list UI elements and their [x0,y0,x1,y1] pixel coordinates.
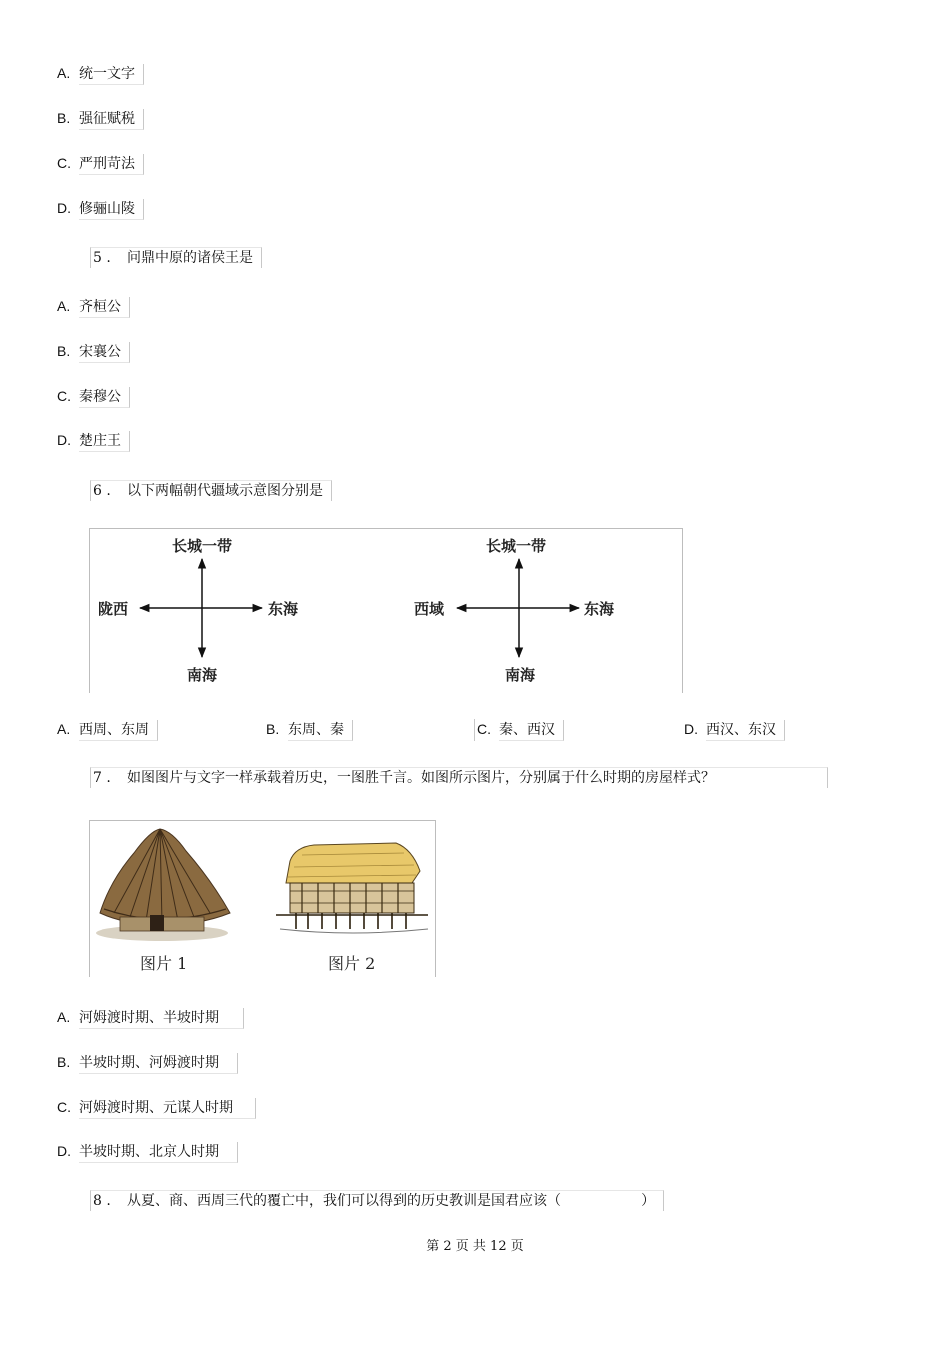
option-text: 楚庄王 [79,431,130,452]
question-6: 6 . 以下两幅朝代疆域示意图分别是 [90,480,332,501]
map-left [98,537,299,684]
map-left-south-label: 南海 [186,666,218,684]
option-text: 严刑苛法 [79,154,144,175]
q5-option-d: D. 楚庄王 [57,430,130,452]
stilt-house-illustration [276,843,428,933]
option-text: 河姆渡时期、半坡时期 [79,1008,244,1029]
page-footer: 第 2 页 共 12 页 [426,1239,524,1254]
map-right-north-label: 长城一带 [485,537,547,555]
option-text: 秦穆公 [79,387,130,408]
option-text: 半坡时期、河姆渡时期 [79,1053,238,1074]
option-text: 半坡时期、北京人时期 [79,1142,238,1163]
option-text: 西汉、东汉 [706,720,785,741]
question-7: 7 . 如图图片与文字一样承载着历史，一图胜千言。如图所示图片，分别属于什么时期的房屋样式？ [90,767,828,788]
q7-option-a: A. 河姆渡时期、半坡时期 [57,1007,244,1029]
q7-option-c: C. 河姆渡时期、元谋人时期 [57,1097,256,1119]
q7-option-d: D. 半坡时期、北京人时期 [57,1141,238,1163]
q7-option-b: B. 半坡时期、河姆渡时期 [57,1052,238,1074]
q5-option-c: C. 秦穆公 [57,386,130,408]
option-text: 东周、秦 [288,720,353,741]
q4-option-c: C. 严刑苛法 [57,153,144,175]
option-text: 河姆渡时期、元谋人时期 [79,1098,256,1119]
house-figure [89,820,436,977]
map-left-north-label: 长城一带 [171,537,233,555]
map-left-west-label: 陇西 [98,600,129,618]
map-right [414,537,615,684]
figure-caption-1: 图片 1 [140,954,188,973]
q5-option-a: A. 齐桓公 [57,296,130,318]
option-text: 强征赋税 [79,109,144,130]
map-left-east-label: 东海 [268,600,299,618]
figure-caption-2: 图片 2 [328,954,376,973]
house-figure-svg [90,821,435,977]
territory-map-figure [89,528,683,693]
question-8: 8 . 从夏、商、西周三代的覆亡中，我们可以得到的历史教训是国君应该（ ） [90,1190,664,1211]
option-text: 齐桓公 [79,297,130,318]
q4-option-d: D. 修骊山陵 [57,198,144,220]
map-right-east-label: 东海 [584,600,615,618]
q5-option-b: B. 宋襄公 [57,341,130,363]
option-text: 修骊山陵 [79,199,144,220]
thatched-hut-illustration [96,829,230,941]
q4-option-a: A. 统一文字 [57,63,144,85]
q6-option-b: B. 东周、秦 [266,719,353,741]
option-text: 统一文字 [79,64,144,85]
option-text: 秦、西汉 [499,720,564,741]
q4-option-b: B. 强征赋税 [57,108,144,130]
q6-option-a: A. 西周、东周 [57,719,158,741]
map-right-south-label: 南海 [504,666,536,684]
q6-option-c: C. 秦、西汉 [474,719,564,741]
map-right-west-label: 西域 [414,600,445,618]
q6-option-d: D. 西汉、东汉 [684,719,785,741]
option-text: 西周、东周 [79,720,158,741]
territory-map-svg [90,529,682,693]
question-5: 5 . 问鼎中原的诸侯王是 [90,247,262,268]
option-text: 宋襄公 [79,342,130,363]
